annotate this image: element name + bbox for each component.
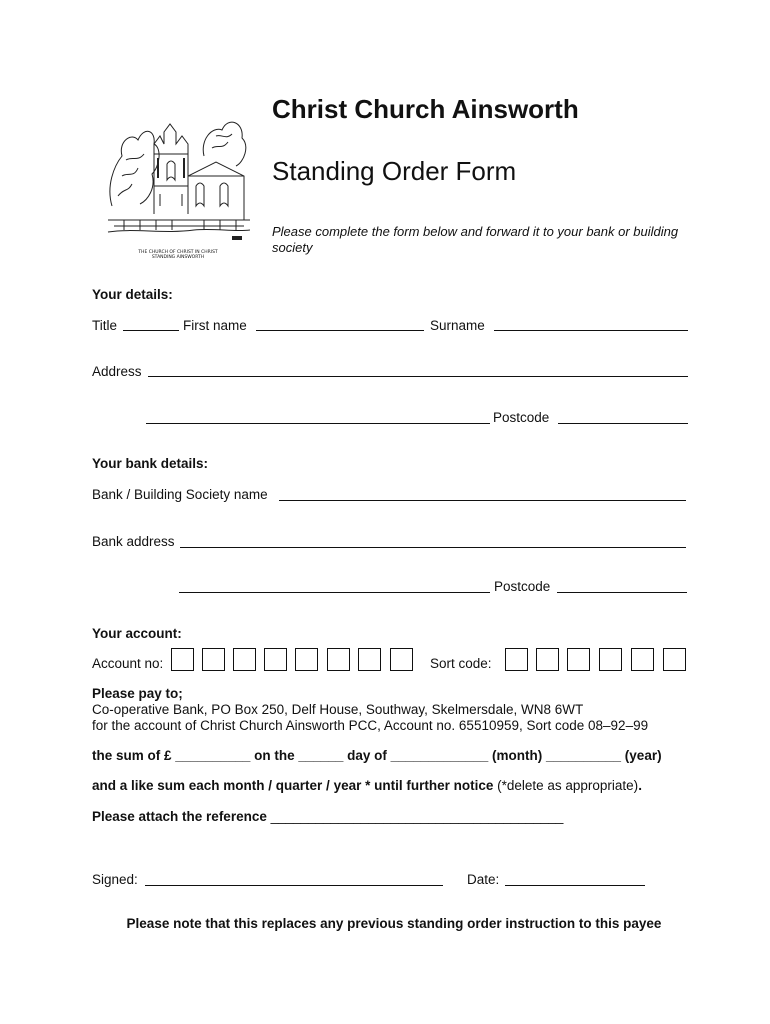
account-number-label: Account no:: [92, 656, 164, 671]
reference-field[interactable]: _______________________________________: [270, 809, 564, 824]
title-field[interactable]: [123, 330, 179, 331]
first-name-label: First name: [183, 318, 247, 333]
bank-postcode-label: Postcode: [494, 579, 551, 594]
account-digit-box[interactable]: [171, 648, 194, 671]
image-caption: STANDING AINSWORTH: [151, 255, 205, 260]
sort-code-digit-box[interactable]: [631, 648, 654, 671]
frequency-end: .: [638, 778, 642, 793]
image-caption: THE CHURCH OF CHRIST IN CHRIST: [138, 250, 218, 255]
surname-field[interactable]: [494, 330, 688, 331]
account-digit-box[interactable]: [264, 648, 287, 671]
form-subtitle: Standing Order Form: [272, 156, 517, 186]
signature-field[interactable]: [145, 885, 443, 886]
intro-text: Please complete the form below and forward it to your bank or building society: [272, 224, 679, 255]
sort-code-digit-box[interactable]: [536, 648, 559, 671]
date-label: Date:: [467, 872, 500, 887]
frequency-instruction: [92, 778, 642, 794]
bank-address-label: Bank address: [92, 534, 175, 549]
account-digit-box[interactable]: [327, 648, 350, 671]
account-digit-box[interactable]: [233, 648, 256, 671]
bank-postcode-field[interactable]: [557, 592, 687, 593]
account-digit-box[interactable]: [390, 648, 413, 671]
signed-label: Signed:: [92, 872, 138, 887]
reference-label: Please attach the reference: [92, 809, 267, 824]
sort-code-digit-box[interactable]: [663, 648, 686, 671]
postcode-field[interactable]: [558, 423, 688, 424]
payee-line-2: for the account of Christ Church Ainsworth PCC, Account no. 65510959, Sort code 08–92–99: [92, 718, 649, 733]
sum-instruction: the sum of £ __________ on the ______ day of _____________ (month) __________ (year): [92, 748, 662, 763]
reference-row: [92, 809, 563, 825]
footer-note: Please note that this replaces any previous standing order instruction to this payee: [126, 916, 662, 931]
account-digit-box[interactable]: [295, 648, 318, 671]
frequency-text: and a like sum each month / quarter / year * until further notice: [92, 778, 494, 793]
address-field-line-2[interactable]: [146, 423, 490, 424]
section-heading-bank-details: Your bank details:: [92, 456, 209, 471]
date-field[interactable]: [505, 885, 645, 886]
section-heading-your-details: Your details:: [92, 287, 173, 302]
church-drawing-icon: [104, 96, 250, 262]
postcode-label: Postcode: [493, 410, 550, 425]
bank-address-field-line-2[interactable]: [179, 592, 490, 593]
bank-address-field-line-1[interactable]: [180, 547, 686, 548]
account-digit-box[interactable]: [358, 648, 381, 671]
address-label: Address: [92, 364, 142, 379]
section-heading-account: Your account:: [92, 626, 182, 641]
first-name-field[interactable]: [256, 330, 424, 331]
bank-name-field[interactable]: [279, 500, 686, 501]
page-title: Christ Church Ainsworth: [272, 94, 579, 124]
payee-line-1: Co-operative Bank, PO Box 250, Delf House, Southway, Skelmersdale, WN8 6WT: [92, 702, 584, 717]
account-digit-box[interactable]: [202, 648, 225, 671]
sort-code-digit-box[interactable]: [505, 648, 528, 671]
address-field-line-1[interactable]: [148, 376, 688, 377]
sort-code-digit-box[interactable]: [599, 648, 622, 671]
frequency-note: (*delete as appropriate): [493, 778, 639, 793]
sort-code-label: Sort code:: [430, 656, 492, 671]
bank-name-label: Bank / Building Society name: [92, 487, 268, 502]
payee-heading: Please pay to;: [92, 686, 183, 701]
title-label: Title: [92, 318, 118, 333]
surname-label: Surname: [430, 318, 485, 333]
sort-code-digit-box[interactable]: [567, 648, 590, 671]
